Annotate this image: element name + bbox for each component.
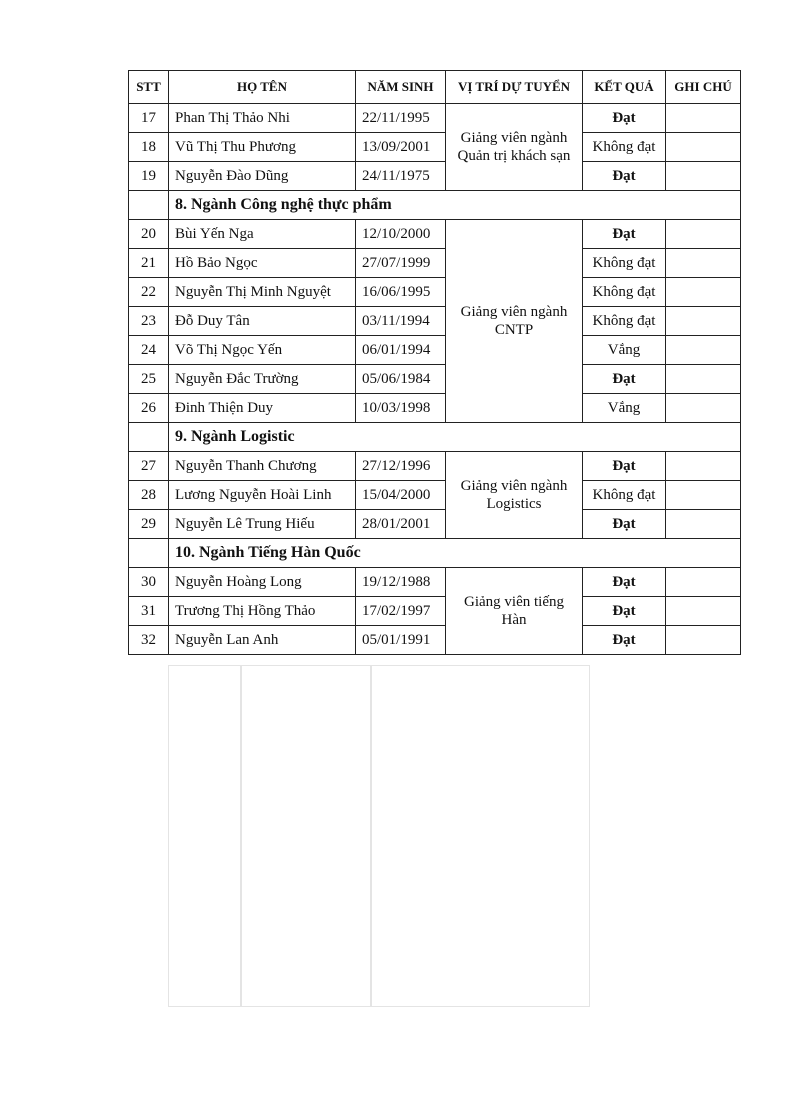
row-dob: 03/11/1994 [356,307,446,336]
row-name: Nguyễn Thanh Chương [169,452,356,481]
column-header-name: HỌ TÊN [169,71,356,104]
row-dob: 05/06/1984 [356,365,446,394]
table-row [129,394,741,423]
section-header-row [129,423,741,452]
row-name: Bùi Yến Nga [169,220,356,249]
table-row [129,104,741,133]
row-name: Hồ Bảo Ngọc [169,249,356,278]
row-stt: 28 [129,481,169,510]
row-stt: 17 [129,104,169,133]
row-position: Giảng viên ngành CNTP [446,220,583,423]
table-row [129,597,741,626]
row-result: Đạt [583,568,666,597]
row-name: Phan Thị Thảo Nhi [169,104,356,133]
row-result: Không đạt [583,307,666,336]
row-stt: 30 [129,568,169,597]
row-stt: 22 [129,278,169,307]
column-header-result: KẾT QUẢ [583,71,666,104]
table-row [129,162,741,191]
row-result: Đạt [583,104,666,133]
row-note [666,278,741,307]
table-row [129,220,741,249]
row-dob: 10/03/1998 [356,394,446,423]
row-name: Nguyễn Lan Anh [169,626,356,655]
row-result: Đạt [583,626,666,655]
row-name: Nguyễn Đào Dũng [169,162,356,191]
row-dob: 06/01/1994 [356,336,446,365]
row-dob: 15/04/2000 [356,481,446,510]
row-name: Vũ Thị Thu Phương [169,133,356,162]
table-row [129,307,741,336]
row-stt: 25 [129,365,169,394]
section-spacer-cell [129,539,169,568]
row-name: Nguyễn Hoàng Long [169,568,356,597]
bleed-through-table [370,665,372,1007]
row-name: Đinh Thiện Duy [169,394,356,423]
row-result: Vắng [583,394,666,423]
row-note [666,365,741,394]
row-name: Nguyễn Lê Trung Hiếu [169,510,356,539]
row-note [666,452,741,481]
row-dob: 12/10/2000 [356,220,446,249]
row-dob: 28/01/2001 [356,510,446,539]
table-row [129,626,741,655]
row-dob: 05/01/1991 [356,626,446,655]
row-note [666,307,741,336]
row-position: Giảng viên ngành Quản trị khách sạn [446,104,583,191]
row-stt: 26 [129,394,169,423]
section-spacer-cell [129,191,169,220]
row-name: Nguyễn Đắc Trường [169,365,356,394]
column-header-note: GHI CHÚ [666,71,741,104]
row-result: Không đạt [583,278,666,307]
candidate-results-table [128,70,741,655]
row-note [666,597,741,626]
row-stt: 21 [129,249,169,278]
row-stt: 20 [129,220,169,249]
row-note [666,626,741,655]
row-dob: 19/12/1988 [356,568,446,597]
row-note [666,104,741,133]
row-result: Vắng [583,336,666,365]
row-note [666,220,741,249]
section-header-row [129,191,741,220]
row-note [666,162,741,191]
row-position: Giảng viên tiếng Hàn [446,568,583,655]
row-result: Đạt [583,162,666,191]
bleed-through-table [240,665,242,1007]
row-result: Không đạt [583,249,666,278]
column-header-dob: NĂM SINH [356,71,446,104]
row-result: Không đạt [583,133,666,162]
row-stt: 18 [129,133,169,162]
row-note [666,133,741,162]
row-dob: 13/09/2001 [356,133,446,162]
section-header-row [129,539,741,568]
table-row [129,133,741,162]
table-row [129,510,741,539]
row-note [666,336,741,365]
table-row [129,452,741,481]
section-spacer-cell [129,423,169,452]
table-header-row [129,71,741,104]
row-result: Đạt [583,365,666,394]
row-note [666,394,741,423]
table-body [129,104,741,655]
row-result: Không đạt [583,481,666,510]
table-row [129,278,741,307]
table-row [129,249,741,278]
row-note [666,249,741,278]
row-stt: 23 [129,307,169,336]
row-stt: 27 [129,452,169,481]
section-title: 8. Ngành Công nghệ thực phẩm [169,191,741,220]
row-result: Đạt [583,452,666,481]
column-header-position: VỊ TRÍ DỰ TUYỂN [446,71,583,104]
row-note [666,568,741,597]
row-dob: 24/11/1975 [356,162,446,191]
row-dob: 17/02/1997 [356,597,446,626]
table-row [129,568,741,597]
row-name: Trương Thị Hồng Thảo [169,597,356,626]
row-name: Lương Nguyễn Hoài Linh [169,481,356,510]
table-row [129,336,741,365]
row-dob: 22/11/1995 [356,104,446,133]
row-dob: 27/12/1996 [356,452,446,481]
column-header-stt: STT [129,71,169,104]
row-stt: 29 [129,510,169,539]
table-row [129,365,741,394]
section-title: 9. Ngành Logistic [169,423,741,452]
row-dob: 27/07/1999 [356,249,446,278]
row-dob: 16/06/1995 [356,278,446,307]
row-result: Đạt [583,597,666,626]
row-stt: 19 [129,162,169,191]
row-stt: 31 [129,597,169,626]
bleed-through-table [168,665,590,1007]
row-result: Đạt [583,510,666,539]
row-note [666,481,741,510]
row-stt: 24 [129,336,169,365]
section-title: 10. Ngành Tiếng Hàn Quốc [169,539,741,568]
row-stt: 32 [129,626,169,655]
row-name: Nguyễn Thị Minh Nguyệt [169,278,356,307]
row-name: Võ Thị Ngọc Yến [169,336,356,365]
row-position: Giảng viên ngành Logistics [446,452,583,539]
row-name: Đỗ Duy Tân [169,307,356,336]
row-result: Đạt [583,220,666,249]
row-note [666,510,741,539]
table-row [129,481,741,510]
